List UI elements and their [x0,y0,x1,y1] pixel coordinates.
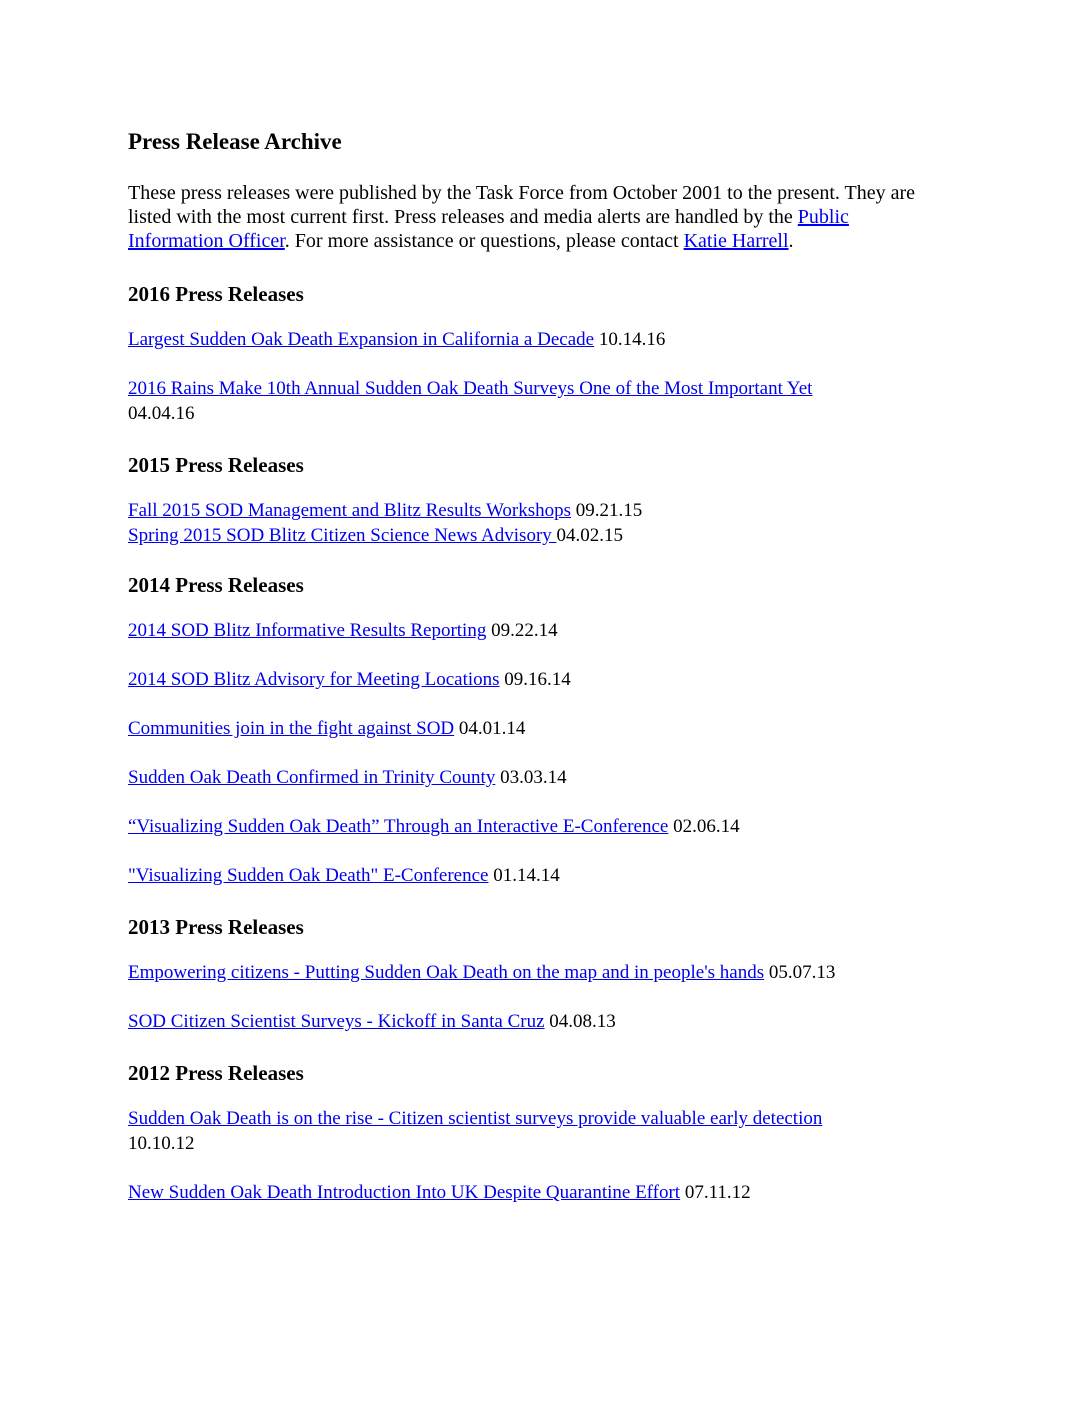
press-release-date: 07.11.12 [684,1182,751,1203]
press-release-date: 01.14.14 [493,865,560,886]
press-release-link[interactable]: Fall 2015 SOD Management and Blitz Results Workshops [128,500,572,521]
press-release-item [128,960,943,985]
press-release-date: 10.14.16 [598,329,666,350]
press-release-link[interactable]: “Visualizing Sudden Oak Death” Through an Interactive E-Conference [128,816,669,837]
page-title: Press Release Archive [128,129,342,154]
section-heading-2015: 2015 Press Releases [128,453,304,477]
press-release-link[interactable]: New Sudden Oak Death Introduction Into UK Despite Quarantine Effort [128,1182,681,1203]
press-release-date: 03.03.14 [500,767,567,788]
press-release-item [128,327,943,352]
section-heading-2013: 2013 Press Releases [128,915,304,939]
press-release-link[interactable]: 2016 Rains Make 10th Annual Sudden Oak Death Surveys One of the Most Important Yet [128,378,813,399]
section-2014 [128,570,943,888]
press-release-link[interactable]: Sudden Oak Death Confirmed in Trinity County [128,767,496,788]
press-release-item [128,716,943,741]
press-release-link[interactable]: "Visualizing Sudden Oak Death" E-Conference [128,865,489,886]
public-information-officer-link[interactable]: Public Information Officer [128,206,849,252]
section-heading-2014: 2014 Press Releases [128,573,304,597]
section-2012 [128,1058,943,1205]
press-release-date: 09.22.14 [491,620,558,641]
press-release-item [128,498,943,523]
press-release-item [128,814,943,839]
press-release-link[interactable]: Largest Sudden Oak Death Expansion in California a Decade [128,329,595,350]
press-release-item [128,1180,943,1205]
section-heading-2016: 2016 Press Releases [128,282,304,306]
intro-text-end: . [788,230,794,252]
press-release-date: 09.16.14 [504,669,571,690]
press-release-item [128,765,943,790]
intro-text: These press releases were published by the Task Force from October 2001 to the present. They are listed with the most current first. Press releases and media alerts are handled by the [128,182,916,228]
press-release-link[interactable]: SOD Citizen Scientist Surveys - Kickoff in Santa Cruz [128,1011,545,1032]
press-release-date: 04.04.16 [128,403,195,424]
press-release-item [128,1009,943,1034]
document-page [128,126,943,1229]
press-release-date: 09.21.15 [575,500,643,521]
section-heading-2012: 2012 Press Releases [128,1061,304,1085]
press-release-item [128,667,943,692]
press-release-item [128,523,943,548]
press-release-date: 04.08.13 [549,1011,616,1032]
press-release-link[interactable]: Spring 2015 SOD Blitz Citizen Science News Advisory [128,525,557,546]
katie-harrell-link[interactable]: Katie Harrell [683,230,789,252]
section-2015 [128,450,943,548]
section-2016 [128,279,943,426]
press-release-item [128,863,943,888]
intro-paragraph [128,181,943,253]
press-release-item [128,618,943,643]
press-release-date: 04.02.15 [556,525,624,546]
press-release-date: 05.07.13 [768,962,836,983]
press-release-item [128,1106,943,1156]
press-release-link[interactable]: 2014 SOD Blitz Informative Results Reporting [128,620,487,641]
section-2013 [128,912,943,1034]
intro-text-middle: . For more assistance or questions, please contact [284,230,684,252]
press-release-date: 02.06.14 [673,816,740,837]
press-release-link[interactable]: 2014 SOD Blitz Advisory for Meeting Locations [128,669,500,690]
press-release-link[interactable]: Communities join in the fight against SOD [128,718,455,739]
press-release-item [128,376,943,426]
press-release-link[interactable]: Empowering citizens - Putting Sudden Oak Death on the map and in people's hands [128,962,765,983]
press-release-date: 10.10.12 [128,1133,195,1154]
press-release-link[interactable]: Sudden Oak Death is on the rise - Citizen scientist surveys provide valuable early detection [128,1108,823,1129]
press-release-date: 04.01.14 [458,718,526,739]
